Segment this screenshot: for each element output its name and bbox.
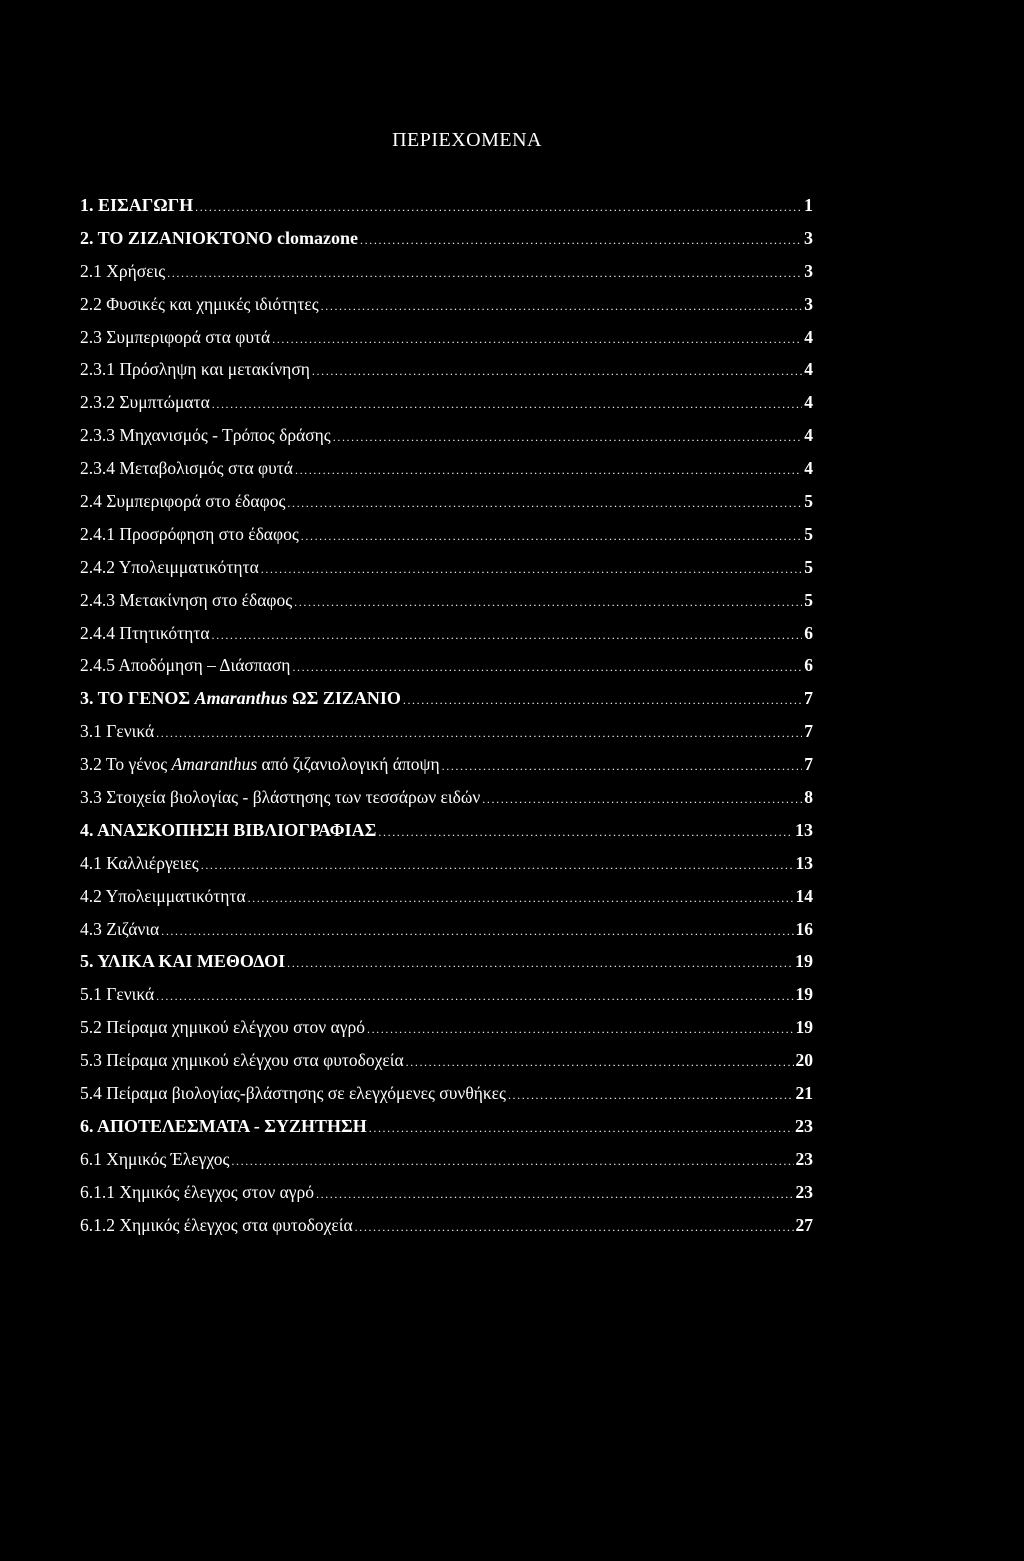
toc-page-number: 4 bbox=[804, 359, 813, 380]
toc-page-number: 5 bbox=[804, 556, 813, 577]
toc-page-number: 5 bbox=[804, 589, 813, 610]
toc-entry[interactable] bbox=[80, 654, 813, 687]
toc-dot-leader bbox=[261, 558, 803, 580]
toc-page-number: 4 bbox=[804, 326, 813, 347]
toc-dot-leader bbox=[295, 459, 802, 481]
toc-dot-leader bbox=[212, 624, 803, 646]
toc-page-number: 23 bbox=[795, 1181, 813, 1202]
toc-entry[interactable] bbox=[80, 424, 813, 457]
toc-entry[interactable] bbox=[80, 622, 813, 655]
toc-entry-label-text: 6.1.1 Χημικός έλεγχος στον αγρό bbox=[80, 1181, 314, 1202]
toc-page-number: 13 bbox=[795, 852, 813, 873]
toc-entry[interactable] bbox=[80, 852, 813, 885]
toc-dot-leader bbox=[301, 525, 802, 547]
toc-page-number: 23 bbox=[795, 1115, 813, 1136]
toc-entry-label bbox=[80, 293, 319, 315]
toc-entry-label-text: 5. ΥΛΙΚΑ ΚΑΙ ΜΕΘΟΔΟΙ bbox=[80, 951, 286, 972]
toc-page-number: 3 bbox=[804, 227, 813, 248]
toc-entry-label-suffix: ΩΣ ΖΙΖΑΝΙΟ bbox=[287, 688, 401, 709]
toc-entry-label-text: 2.4 Συμπεριφορά στο έδαφος bbox=[80, 491, 286, 512]
toc-entry-label bbox=[80, 424, 331, 446]
toc-dot-leader bbox=[355, 1216, 794, 1238]
toc-entry-label-text: 2.3.2 Συμπτώματα bbox=[80, 392, 210, 413]
toc-entry-label bbox=[80, 260, 165, 282]
toc-entry-label bbox=[80, 918, 159, 940]
toc-entry-label bbox=[80, 983, 154, 1005]
toc-entry-label-text: 4.2 Υπολειμματικότητα bbox=[80, 885, 246, 906]
toc-entry-label bbox=[80, 1082, 506, 1104]
toc-entry-label bbox=[80, 326, 270, 348]
toc-page-number: 4 bbox=[804, 458, 813, 479]
toc-entry-label-text: 3.2 Το γένος bbox=[80, 754, 172, 775]
toc-entry-label-text: 4. ΑΝΑΣΚΟΠΗΣΗ ΒΙΒΛΙΟΓΡΑΦΙΑΣ bbox=[80, 819, 377, 840]
toc-entry[interactable] bbox=[80, 260, 813, 293]
toc-dot-leader bbox=[292, 656, 802, 678]
toc-page-number: 14 bbox=[795, 885, 813, 906]
table-of-contents bbox=[80, 194, 813, 1247]
toc-dot-leader bbox=[360, 229, 802, 251]
toc-page-number: 19 bbox=[795, 1017, 813, 1038]
toc-dot-leader bbox=[195, 196, 802, 218]
toc-entry-label bbox=[80, 1214, 353, 1236]
toc-entry-label-text: 2. ΤΟ ΖΙΖΑΝΙΟΚΤΟΝΟ clomazone bbox=[80, 227, 359, 248]
toc-entry-label bbox=[80, 1148, 229, 1170]
toc-dot-leader bbox=[248, 887, 794, 909]
toc-entry[interactable] bbox=[80, 753, 813, 786]
toc-entry-label bbox=[80, 523, 299, 545]
toc-entry[interactable] bbox=[80, 786, 813, 819]
toc-entry[interactable] bbox=[80, 1016, 813, 1049]
toc-entry-label-text: 2.3 Συμπεριφορά στα φυτά bbox=[80, 326, 271, 347]
toc-entry-label-text: 3.3 Στοιχεία βιολογίας - βλάστησης των τεσσάρων ειδών bbox=[80, 787, 481, 808]
toc-entry[interactable] bbox=[80, 556, 813, 589]
toc-page-number: 13 bbox=[795, 819, 813, 840]
toc-entry-label-text: 2.3.3 Μηχανισμός - Τρόπος δράσης bbox=[80, 425, 331, 446]
toc-dot-leader bbox=[167, 262, 802, 284]
toc-entry-label bbox=[80, 490, 285, 512]
toc-entry-label bbox=[80, 950, 285, 972]
toc-entry-label-text: 5.3 Πείραμα χημικού ελέγχου στα φυτοδοχεία bbox=[80, 1050, 404, 1071]
toc-entry[interactable] bbox=[80, 391, 813, 424]
toc-entry[interactable] bbox=[80, 293, 813, 326]
page-title bbox=[0, 128, 920, 152]
toc-page-number: 5 bbox=[804, 523, 813, 544]
toc-entry-label-text: 2.4.1 Προσρόφηση στο έδαφος bbox=[80, 523, 299, 544]
toc-entry[interactable] bbox=[80, 1181, 813, 1214]
toc-page-number: 6 bbox=[804, 655, 813, 676]
toc-dot-leader bbox=[294, 591, 802, 613]
toc-entry[interactable] bbox=[80, 950, 813, 983]
toc-page-number: 19 bbox=[795, 951, 813, 972]
toc-entry[interactable] bbox=[80, 1148, 813, 1181]
toc-entry[interactable] bbox=[80, 885, 813, 918]
toc-entry[interactable] bbox=[80, 720, 813, 753]
toc-entry[interactable] bbox=[80, 1082, 813, 1115]
toc-entry-label bbox=[80, 720, 154, 742]
toc-entry-label bbox=[80, 819, 376, 841]
toc-page-number: 16 bbox=[795, 918, 813, 939]
toc-entry-label-text: 6. ΑΠΟΤΕΛΕΣΜΑΤΑ - ΣΥΖΗΤΗΣΗ bbox=[80, 1115, 367, 1136]
toc-entry-label bbox=[80, 358, 310, 380]
toc-entry-label bbox=[80, 753, 440, 775]
toc-dot-leader bbox=[316, 1183, 794, 1205]
toc-entry-label bbox=[80, 457, 293, 479]
toc-dot-leader bbox=[369, 1117, 793, 1139]
toc-entry-label bbox=[80, 654, 290, 676]
toc-dot-leader bbox=[321, 295, 803, 317]
toc-entry-label-text: 4.1 Καλλιέργειες bbox=[80, 852, 199, 873]
toc-page-number: 20 bbox=[795, 1050, 813, 1071]
toc-entry-label bbox=[80, 1115, 367, 1137]
toc-page-number: 3 bbox=[804, 293, 813, 314]
toc-page-number: 1 bbox=[804, 195, 813, 215]
toc-entry-label-text: 2.2 Φυσικές και χημικές ιδιότητες bbox=[80, 293, 319, 314]
toc-page-number: 4 bbox=[804, 425, 813, 446]
toc-dot-leader bbox=[161, 920, 793, 942]
toc-entry[interactable] bbox=[80, 1214, 813, 1247]
toc-entry[interactable] bbox=[80, 687, 813, 720]
toc-dot-leader bbox=[272, 328, 802, 350]
toc-page-number: 19 bbox=[795, 984, 813, 1005]
toc-entry-label-suffix: από ζιζανιολογική άποψη bbox=[257, 754, 440, 775]
toc-entry-label bbox=[80, 227, 358, 249]
toc-page-number: 5 bbox=[804, 491, 813, 512]
toc-entry-label bbox=[80, 194, 193, 216]
toc-entry-label-text: 2.4.2 Υπολειμματικότητα bbox=[80, 556, 259, 577]
toc-page-number: 7 bbox=[804, 721, 813, 742]
toc-entry[interactable] bbox=[80, 490, 813, 523]
toc-dot-leader bbox=[508, 1084, 794, 1106]
toc-entry-label-text: 1. ΕΙΣΑΓΩΓΗ bbox=[80, 195, 194, 215]
toc-dot-leader bbox=[156, 722, 802, 744]
toc-entry-label-text: 3.1 Γενικά bbox=[80, 721, 155, 742]
toc-entry-label bbox=[80, 556, 259, 578]
toc-entry[interactable] bbox=[80, 1049, 813, 1082]
toc-dot-leader bbox=[378, 821, 793, 843]
toc-entry-label-text: 2.4.5 Αποδόμηση – Διάσπαση bbox=[80, 655, 291, 676]
toc-entry-label-text: 2.4.3 Μετακίνηση στο έδαφος bbox=[80, 589, 293, 610]
toc-entry-label bbox=[80, 1049, 404, 1071]
toc-dot-leader bbox=[287, 952, 793, 974]
toc-page-number: 21 bbox=[795, 1083, 813, 1104]
toc-page-number: 8 bbox=[804, 787, 813, 808]
toc-dot-leader bbox=[482, 788, 802, 810]
toc-entry-label bbox=[80, 885, 246, 907]
toc-page-number: 3 bbox=[804, 260, 813, 281]
toc-entry-label-text: 6.1 Χημικός Έλεγχος bbox=[80, 1148, 230, 1169]
toc-dot-leader bbox=[403, 689, 802, 711]
toc-entry-label-text: 5.1 Γενικά bbox=[80, 984, 155, 1005]
toc-entry[interactable] bbox=[80, 819, 813, 852]
toc-entry-label-text: 5.4 Πείραμα βιολογίας-βλάστησης σε ελεγχόμενες συνθήκες bbox=[80, 1083, 506, 1104]
toc-entry-label bbox=[80, 786, 480, 808]
toc-dot-leader bbox=[212, 393, 803, 415]
toc-entry[interactable] bbox=[80, 326, 813, 359]
toc-page-number: 4 bbox=[804, 392, 813, 413]
toc-page-number: 23 bbox=[795, 1148, 813, 1169]
toc-heading: ΠΕΡΙΕΧΟΜΕΝΑ bbox=[392, 129, 542, 151]
toc-entry-label bbox=[80, 687, 401, 709]
toc-dot-leader bbox=[156, 985, 793, 1007]
toc-entry[interactable] bbox=[80, 918, 813, 951]
toc-entry-label bbox=[80, 391, 210, 413]
toc-entry[interactable] bbox=[80, 1115, 813, 1148]
toc-dot-leader bbox=[406, 1051, 794, 1073]
toc-entry[interactable] bbox=[80, 358, 813, 391]
toc-entry-label-text: 2.1 Χρήσεις bbox=[80, 260, 166, 281]
toc-dot-leader bbox=[333, 426, 803, 448]
toc-page-number: 7 bbox=[804, 754, 813, 775]
toc-entry[interactable] bbox=[80, 457, 813, 490]
toc-entry-label bbox=[80, 1181, 314, 1203]
toc-entry-label-text: 5.2 Πείραμα χημικού ελέγχου στον αγρό bbox=[80, 1017, 365, 1038]
toc-entry-label bbox=[80, 622, 210, 644]
toc-dot-leader bbox=[442, 755, 803, 777]
toc-entry[interactable] bbox=[80, 523, 813, 556]
toc-entry-label-text: 2.3.4 Μεταβολισμός στα φυτά bbox=[80, 458, 293, 479]
toc-entry-label-italic: Amaranthus bbox=[194, 688, 288, 709]
toc-dot-leader bbox=[312, 360, 802, 382]
toc-entry-label-italic: Amaranthus bbox=[171, 754, 258, 775]
toc-page-number: 6 bbox=[804, 622, 813, 643]
toc-entry[interactable] bbox=[80, 227, 813, 260]
toc-dot-leader bbox=[287, 492, 802, 514]
toc-entry[interactable] bbox=[80, 194, 813, 227]
toc-page-number: 7 bbox=[804, 688, 813, 709]
toc-entry-label-text: 3. ΤΟ ΓΕΝΟΣ bbox=[80, 688, 195, 709]
toc-entry-label bbox=[80, 1016, 365, 1038]
toc-page-number: 27 bbox=[795, 1214, 813, 1235]
toc-entry-label-text: 4.3 Ζιζάνια bbox=[80, 918, 160, 939]
toc-entry-label bbox=[80, 589, 292, 611]
toc-dot-leader bbox=[231, 1150, 793, 1172]
toc-entry[interactable] bbox=[80, 983, 813, 1016]
toc-dot-leader bbox=[201, 854, 794, 876]
toc-entry-label-text: 2.4.4 Πτητικότητα bbox=[80, 622, 210, 643]
toc-entry[interactable] bbox=[80, 589, 813, 622]
toc-entry-label bbox=[80, 852, 199, 874]
toc-entry-label-text: 2.3.1 Πρόσληψη και μετακίνηση bbox=[80, 359, 310, 380]
toc-dot-leader bbox=[367, 1018, 794, 1040]
toc-entry-label-text: 6.1.2 Χημικός έλεγχος στα φυτοδοχεία bbox=[80, 1214, 353, 1235]
